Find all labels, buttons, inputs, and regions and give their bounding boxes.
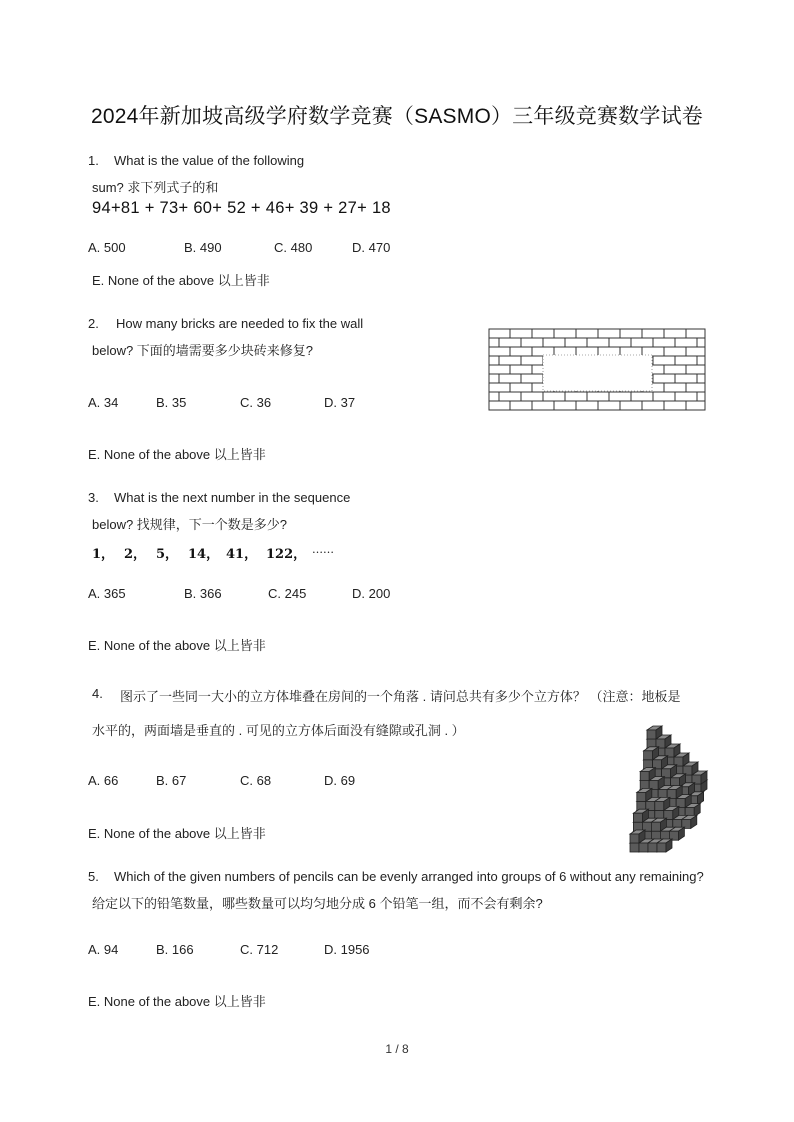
wall-brick bbox=[686, 383, 705, 392]
wall-brick bbox=[489, 374, 499, 383]
wall-brick bbox=[554, 329, 576, 338]
q2-option-a[interactable]: A. 34 bbox=[88, 395, 119, 410]
wall-brick bbox=[675, 392, 697, 401]
wall-brick bbox=[532, 401, 554, 410]
q1-number: 1. bbox=[88, 153, 99, 168]
wall-brick bbox=[576, 401, 598, 410]
wall-brick bbox=[499, 356, 521, 365]
q5-number: 5. bbox=[88, 869, 99, 884]
q5-option-b[interactable]: B. 166 bbox=[156, 942, 194, 957]
wall-brick bbox=[686, 365, 705, 374]
wall-brick bbox=[521, 356, 543, 365]
q5-line-2: 给定以下的铅笔数量，哪些数量可以均匀地分成 6 个铅笔一组，而不会有剩余? bbox=[92, 896, 543, 911]
wall-brick bbox=[653, 374, 675, 383]
wall-brick bbox=[697, 356, 705, 365]
wall-brick bbox=[631, 338, 653, 347]
cube-face bbox=[651, 822, 660, 831]
q1-option-e[interactable]: E. None of the above 以上皆非 bbox=[92, 273, 270, 288]
wall-brick bbox=[664, 329, 686, 338]
wall-brick bbox=[489, 392, 499, 401]
wall-brick bbox=[521, 374, 543, 383]
wall-brick bbox=[620, 347, 642, 356]
cube-face bbox=[657, 843, 666, 852]
wall-brick bbox=[554, 401, 576, 410]
q2-option-d[interactable]: D. 37 bbox=[324, 395, 356, 410]
wall-brick bbox=[554, 347, 576, 356]
q4-number: 4. bbox=[92, 686, 103, 701]
wall-brick bbox=[543, 338, 565, 347]
wall-brick bbox=[499, 392, 521, 401]
wall-brick bbox=[675, 374, 697, 383]
q5-option-c[interactable]: C. 712 bbox=[240, 942, 279, 957]
wall-brick bbox=[598, 347, 620, 356]
wall-brick bbox=[587, 338, 609, 347]
wall-brick bbox=[532, 329, 554, 338]
q2-option-e[interactable]: E. None of the above 以上皆非 bbox=[88, 447, 266, 462]
cube-face bbox=[640, 772, 649, 781]
page-number: 1 / 8 bbox=[385, 1042, 409, 1056]
wall-brick bbox=[697, 392, 705, 401]
q4-option-a[interactable]: A. 66 bbox=[88, 773, 119, 788]
q4-line-1: 图示了一些同一大小的立方体堆叠在房间的一个角落 . 请问总共有多少个立方体？ （注意：地板是 bbox=[120, 689, 681, 704]
wall-brick bbox=[598, 329, 620, 338]
cube-face bbox=[630, 834, 639, 843]
q3-seq-term: 41， bbox=[226, 547, 258, 562]
wall-brick bbox=[653, 338, 675, 347]
cube-face bbox=[633, 813, 642, 822]
wall-brick bbox=[510, 383, 532, 392]
wall-brick bbox=[510, 365, 532, 374]
wall-brick bbox=[598, 401, 620, 410]
q4-line-2: 水平的，两面墙是垂直的 . 可见的立方体后面没有缝隙或孔洞 . ） bbox=[92, 723, 465, 738]
wall-brick bbox=[489, 338, 499, 347]
q1-line-1: What is the value of the following bbox=[114, 153, 305, 168]
wall-brick bbox=[576, 329, 598, 338]
q1-expression: 94+81 + 73+ 60+ 52 + 46+ 39 + 27+ 18 bbox=[92, 199, 391, 217]
q5-option-e[interactable]: E. None of the above 以上皆非 bbox=[88, 994, 266, 1009]
wall-brick bbox=[664, 347, 686, 356]
wall-brick bbox=[489, 383, 510, 392]
brick-wall-figure bbox=[488, 328, 706, 418]
wall-brick bbox=[489, 356, 499, 365]
wall-brick bbox=[642, 329, 664, 338]
q4-option-c[interactable]: C. 68 bbox=[240, 773, 272, 788]
q4-option-d[interactable]: D. 69 bbox=[324, 773, 356, 788]
q3-seq-term: 2， bbox=[124, 547, 147, 562]
q3-seq-ellipsis: …… bbox=[312, 543, 334, 556]
wall-brick bbox=[609, 338, 631, 347]
cube-face bbox=[637, 792, 646, 801]
wall-brick bbox=[697, 338, 705, 347]
wall-brick bbox=[499, 338, 521, 347]
cube-face bbox=[648, 843, 657, 852]
wall-brick bbox=[642, 347, 664, 356]
wall-hole bbox=[543, 355, 652, 391]
wall-brick bbox=[620, 329, 642, 338]
wall-brick bbox=[686, 401, 705, 410]
q2-number: 2. bbox=[88, 316, 99, 331]
q3-option-b[interactable]: B. 366 bbox=[184, 586, 222, 601]
wall-brick bbox=[489, 347, 510, 356]
q5-option-a[interactable]: A. 94 bbox=[88, 942, 119, 957]
wall-brick bbox=[565, 392, 587, 401]
q1-line-2: sum? 求下列式子的和 bbox=[92, 180, 219, 195]
wall-brick bbox=[609, 392, 631, 401]
wall-brick bbox=[489, 365, 510, 374]
q4-option-b[interactable]: B. 67 bbox=[156, 773, 187, 788]
cube-face bbox=[644, 751, 653, 760]
wall-brick bbox=[664, 365, 686, 374]
q3-line-2: below? 找规律，下一个数是多少? bbox=[92, 517, 288, 532]
q2-line-2: below? 下面的墙需要多少块砖来修复? bbox=[92, 343, 314, 358]
cube-stack-figure bbox=[606, 716, 726, 858]
wall-brick bbox=[675, 356, 697, 365]
wall-brick bbox=[489, 329, 510, 338]
wall-brick bbox=[489, 401, 510, 410]
wall-brick bbox=[499, 374, 521, 383]
q4-option-e[interactable]: E. None of the above 以上皆非 bbox=[88, 826, 266, 841]
q3-seq-term: 122， bbox=[266, 547, 307, 562]
q3-seq-term: 14， bbox=[188, 547, 220, 562]
wall-brick bbox=[587, 392, 609, 401]
wall-brick bbox=[664, 383, 686, 392]
wall-brick bbox=[653, 356, 675, 365]
wall-brick bbox=[521, 338, 543, 347]
q3-option-d[interactable]: D. 200 bbox=[352, 586, 391, 601]
wall-brick bbox=[664, 401, 686, 410]
wall-brick bbox=[675, 338, 697, 347]
wall-brick bbox=[631, 392, 653, 401]
wall-brick bbox=[642, 401, 664, 410]
q1-option-a[interactable]: A. 500 bbox=[88, 240, 126, 255]
q5-option-d[interactable]: D. 1956 bbox=[324, 942, 370, 957]
wall-brick bbox=[620, 401, 642, 410]
wall-brick bbox=[686, 329, 705, 338]
wall-brick bbox=[532, 347, 554, 356]
page-title: 2024年新加坡高级学府数学竞赛（SASMO）三年级竞赛数学试卷 bbox=[91, 105, 703, 128]
wall-brick bbox=[510, 347, 532, 356]
q5-line-1: Which of the given numbers of pencils can be evenly arranged into groups of 6 without any remaining? bbox=[114, 869, 704, 884]
cube-face bbox=[630, 843, 639, 852]
q3-option-a[interactable]: A. 365 bbox=[88, 586, 126, 601]
q3-seq-term: 1， bbox=[92, 547, 115, 562]
wall-brick bbox=[510, 329, 532, 338]
wall-brick bbox=[543, 392, 565, 401]
q2-option-c[interactable]: C. 36 bbox=[240, 395, 272, 410]
q1-option-d[interactable]: D. 470 bbox=[352, 240, 391, 255]
wall-brick bbox=[510, 401, 532, 410]
cube-face bbox=[655, 801, 664, 810]
q1-option-c[interactable]: C. 480 bbox=[274, 240, 313, 255]
wall-brick bbox=[653, 392, 675, 401]
q1-option-b[interactable]: B. 490 bbox=[184, 240, 222, 255]
wall-brick bbox=[697, 374, 705, 383]
q2-line-1: How many bricks are needed to fix the wall bbox=[116, 316, 364, 331]
q3-option-c[interactable]: C. 245 bbox=[268, 586, 307, 601]
q3-option-e[interactable]: E. None of the above 以上皆非 bbox=[88, 638, 266, 653]
wall-brick bbox=[576, 347, 598, 356]
wall-brick bbox=[521, 392, 543, 401]
q3-line-1: What is the next number in the sequence bbox=[114, 490, 351, 505]
cube-face bbox=[647, 730, 656, 739]
q3-number: 3. bbox=[88, 490, 99, 505]
cube-face bbox=[639, 843, 648, 852]
wall-brick bbox=[565, 338, 587, 347]
wall-brick bbox=[686, 347, 705, 356]
q3-seq-term: 5， bbox=[156, 547, 179, 562]
q2-option-b[interactable]: B. 35 bbox=[156, 395, 187, 410]
